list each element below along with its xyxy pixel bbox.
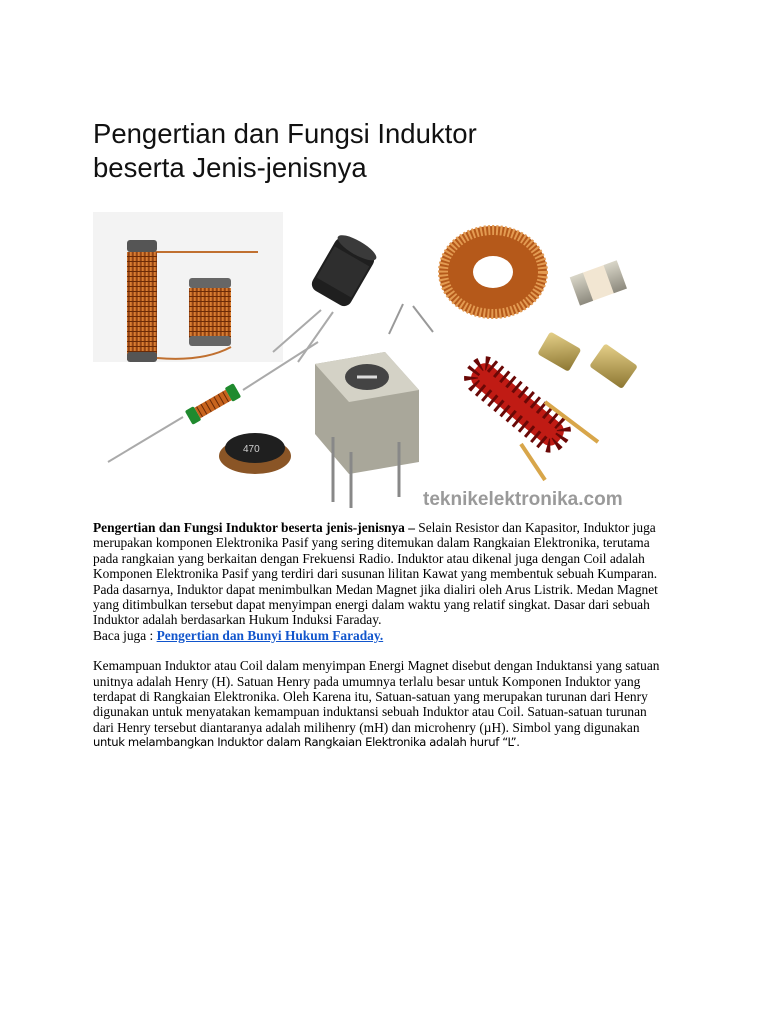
radial-inductor-icon <box>273 231 380 362</box>
chip-marking: 470 <box>243 444 260 455</box>
inductor-types-photo <box>93 212 667 514</box>
lead-bold: Pengertian dan Fungsi Induktor beserta jenis-jenisnya – <box>93 520 415 535</box>
rf-coil-icon <box>467 359 598 480</box>
article-body <box>93 520 673 751</box>
toroid-inductor-icon <box>389 226 547 334</box>
title-line-2: beserta Jenis-jenisnya <box>93 152 367 183</box>
watermark: teknikelektronika.com <box>423 489 623 510</box>
paragraph-2: Kemampuan Induktor atau Coil dalam menyimpan Energi Magnet disebut dengan Induktansi yang satuan unitnya adalah Henry (H). Satuan Henry pada umumnya terlalu besar untuk Komponen Induktor yang terdapat di Rangkaian Elektronika. Oleh Karena itu, Satuan-satuan yang merupakan turunan dari Henry digunakan untuk menyatakan kemampuan induktansi sebuah Induktor atau Coil. Satuan-satuan turunan dari Henry tersebut diantaranya adalah milihenry (mH) dan microhenry (µH). Simbol yang digunakan untuk melambangkan Induktor dalam Rangkaian Elektronika adalah huruf “L”. <box>93 658 660 750</box>
paragraph-1: Pengertian dan Fungsi Induktor beserta jenis-jenisnya – Selain Resistor dan Kapasitor, Induktor juga merupakan komponen Elektronika Pasif yang sering ditemukan dalam Rangkaian Elektronika, terutama pada rangkaian yang berkaitan dengan Frekuensi Radio. Induktor atau dikenal juga dengan Coil adalah Komponen Elektronika Pasif yang terdiri dari susunan lilitan Kawat yang membentuk sebuah Kumparan. Pada dasarnya, Induktor dapat menimbulkan Medan Magnet jika dialiri oleh Arus Listrik. Medan Magnet yang ditimbulkan tersebut dapat menyimpan energi dalam waktu yang relatif singkat. Dasar dari sebuah Induktor adalah berdasarkan Hukum Induksi Faraday. Baca juga : Pengertian dan Bunyi Hukum Faraday. <box>93 520 673 643</box>
see-also: Baca juga : Pengertian dan Bunyi Hukum Faraday. <box>93 627 384 643</box>
adjustable-coil-icon <box>315 352 419 508</box>
power-inductor-icon <box>219 433 291 474</box>
air-core-coil-icon <box>93 212 283 362</box>
page-title <box>93 117 653 185</box>
title-line-1: Pengertian dan Fungsi Induktor <box>93 118 477 149</box>
faraday-law-link[interactable]: Pengertian dan Bunyi Hukum Faraday. <box>156 627 384 643</box>
smd-inductor-icon <box>537 260 638 389</box>
